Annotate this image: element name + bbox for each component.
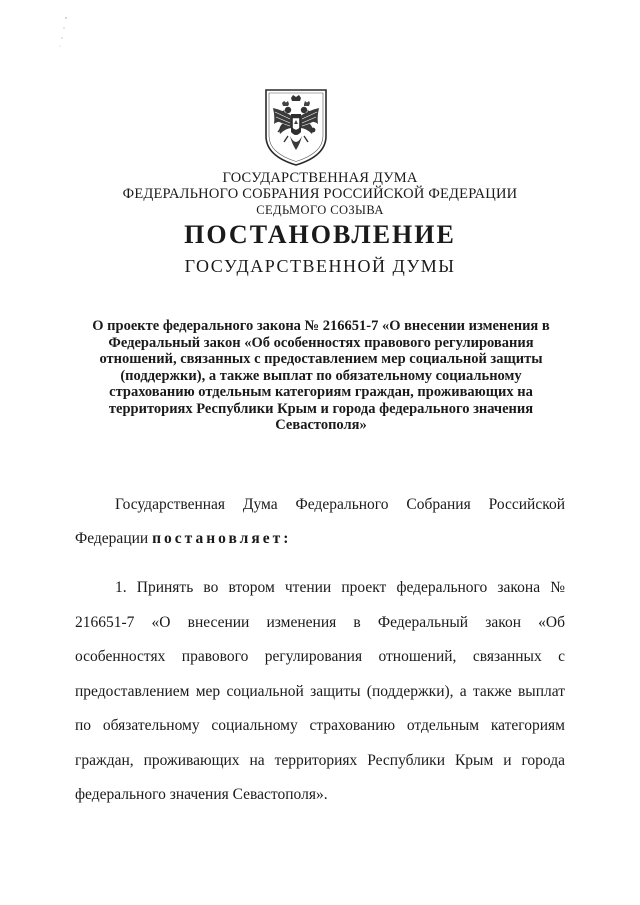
document-type-title: ПОСТАНОВЛЕНИЕ <box>184 220 456 249</box>
resolution-item-1: 1. Принять во втором чтении проект федерального закона № 216651-7 «О внесении изменения в Федеральный закон «Об особенностях правового регулирования отношений, связанных с предоставлением мер социальной защиты (поддержки), а также выплат по обязательному социальному страхованию отдельным категориям граждан, проживающих на территориях Республики Крым и города федерального значения Севастополя». <box>75 579 565 803</box>
org-name-line-1: ГОСУДАРСТВЕННАЯ ДУМА <box>222 170 418 186</box>
org-name-line-2: ФЕДЕРАЛЬНОГО СОБРАНИЯ РОССИЙСКОЙ ФЕДЕРАЦИИ <box>122 186 518 202</box>
convocation-line: СЕДЬМОГО СОЗЫВА <box>256 203 384 217</box>
document-issuer: ГОСУДАРСТВЕННОЙ ДУМЫ <box>184 256 456 276</box>
preamble-decision-word: постановляет: <box>152 530 292 547</box>
russian-coat-of-arms-icon <box>262 86 330 168</box>
scan-specks <box>52 14 72 54</box>
document-subject: О проекте федерального закона № 216651-7 «О внесении изменения в Федеральный закон «Об особенностях правового регулирования отношений, связанных с предоставлением мер социальной защиты (поддержки), а также выплат по обязательному социальному страхованию отдельным категориям граждан, проживающих на территориях Республики Крым и города федерального значения Севастополя» <box>92 318 550 433</box>
preamble-text: Государственная Дума Федерального Собрания Российской Федерации <box>75 496 565 547</box>
preamble-paragraph <box>75 488 565 556</box>
